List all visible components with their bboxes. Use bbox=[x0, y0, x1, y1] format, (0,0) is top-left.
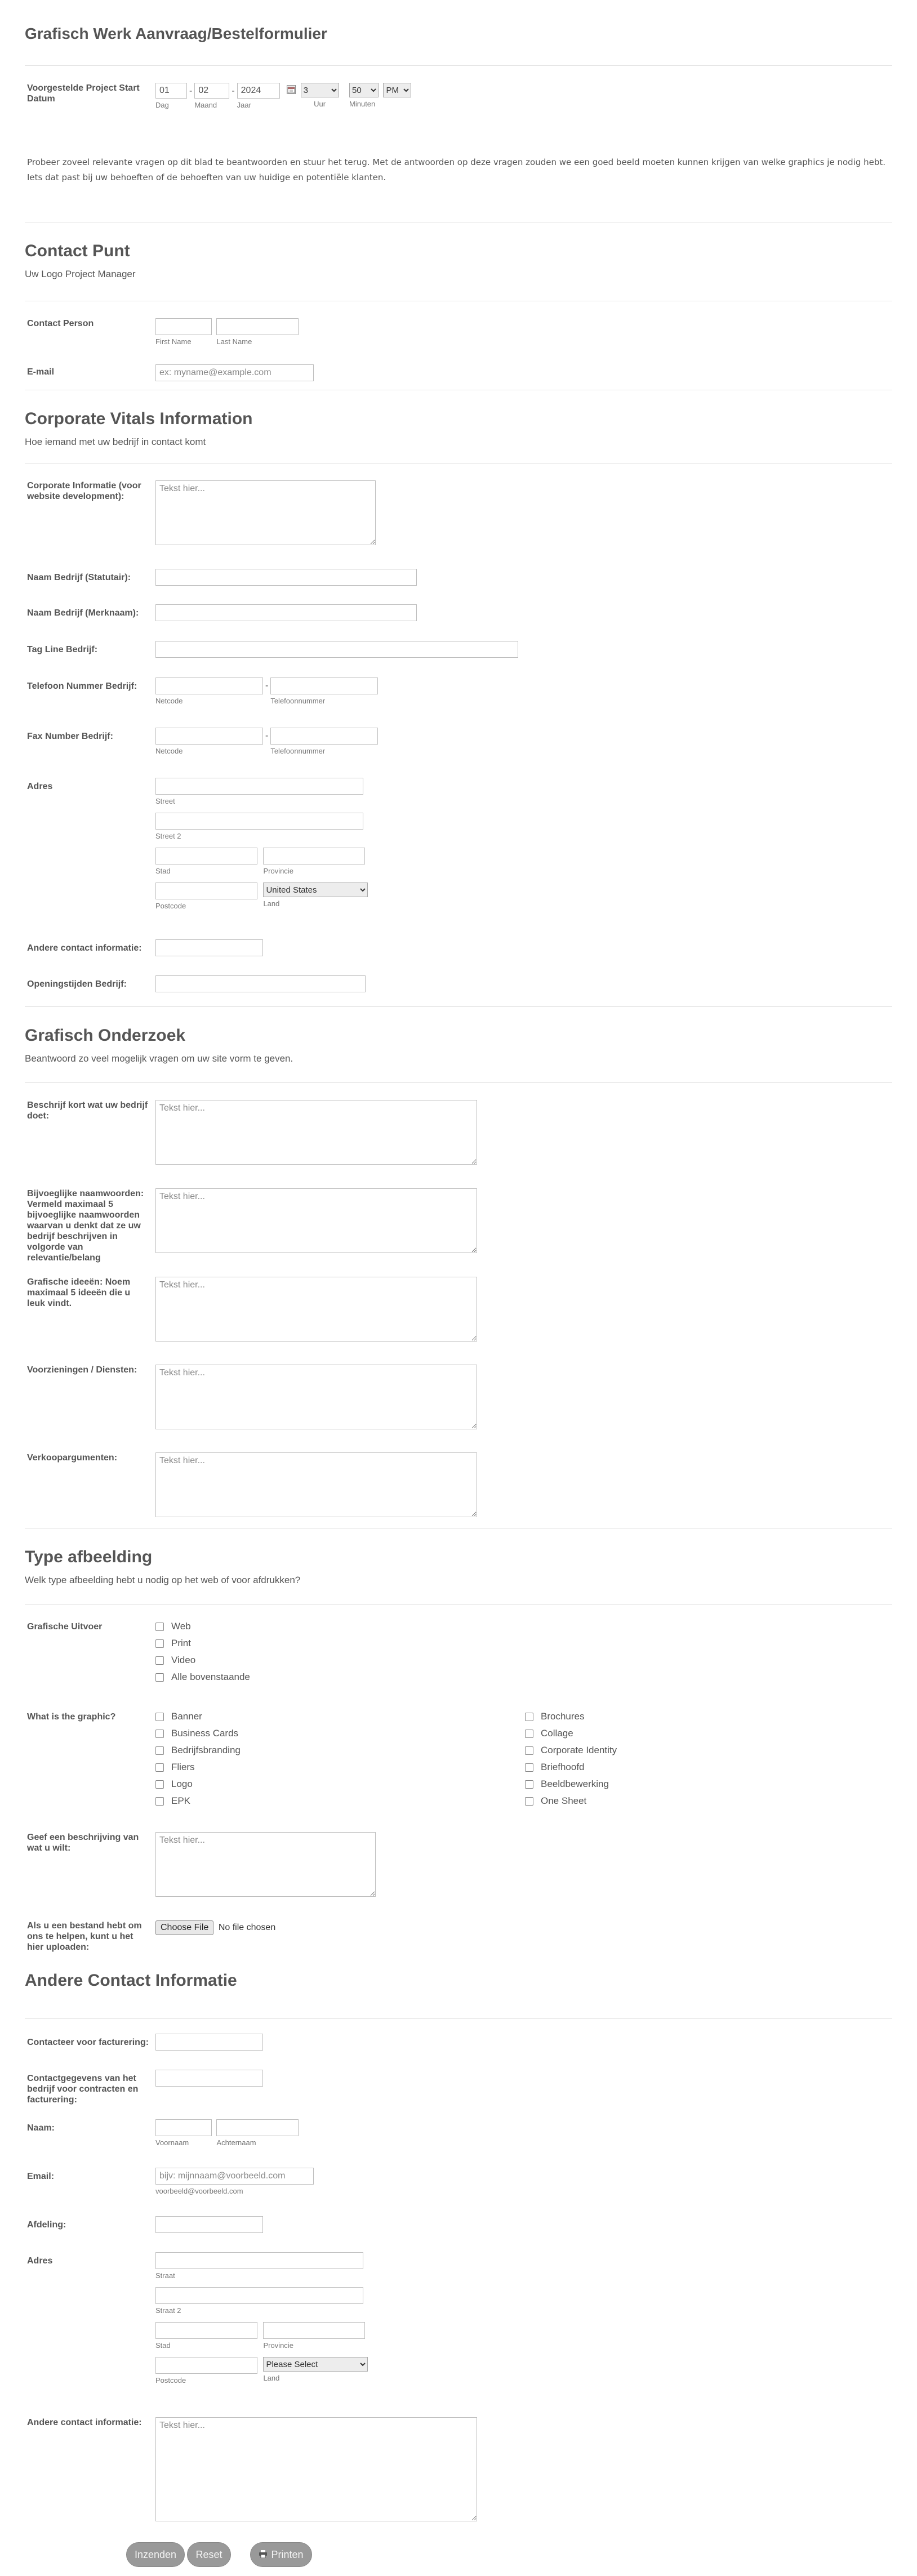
fax-label: Fax Number Bedrijf: bbox=[27, 732, 113, 741]
phone-number-label: Telefoonnummer bbox=[270, 697, 326, 705]
q5-label: Verkoopargumenten: bbox=[27, 1453, 118, 1463]
city-label: Stad bbox=[155, 867, 171, 875]
checkbox-option[interactable] bbox=[525, 1708, 617, 1725]
contact-person-label: Contact Person bbox=[27, 319, 94, 328]
option-label: EPK bbox=[171, 1795, 191, 1806]
checkbox[interactable] bbox=[155, 1639, 164, 1648]
phone-row bbox=[25, 678, 892, 728]
file-status: No file chosen bbox=[218, 1923, 276, 1932]
checkbox-option[interactable] bbox=[155, 1635, 892, 1652]
checkbox-option[interactable] bbox=[525, 1793, 617, 1810]
option-label: Collage bbox=[541, 1728, 573, 1739]
checkbox[interactable] bbox=[525, 1746, 533, 1755]
city-label: Stad bbox=[155, 2341, 171, 2350]
q4-wrap bbox=[155, 1365, 892, 1432]
q5-row bbox=[25, 1452, 892, 1528]
upload-wrap bbox=[155, 1920, 892, 1935]
q4-row bbox=[25, 1365, 892, 1452]
phone-fields bbox=[155, 678, 892, 705]
button-bar bbox=[25, 2542, 892, 2576]
divider bbox=[25, 65, 892, 66]
start-date-fields bbox=[155, 83, 892, 109]
checkbox[interactable] bbox=[155, 1780, 164, 1789]
corporate-info-label: Corporate Informatie (voor website development): bbox=[27, 481, 141, 501]
checkbox-option[interactable] bbox=[155, 1708, 525, 1725]
other-contact-label: Andere contact informatie: bbox=[27, 943, 142, 953]
q5-textarea[interactable] bbox=[155, 1452, 477, 1517]
department-label: Afdeling: bbox=[27, 2220, 66, 2230]
q3-textarea[interactable] bbox=[155, 1277, 477, 1342]
q3-wrap bbox=[155, 1277, 892, 1344]
checkbox[interactable] bbox=[525, 1780, 533, 1789]
graphic-row bbox=[25, 1708, 892, 1832]
andere-other-row bbox=[25, 2417, 892, 2542]
department-wrap bbox=[155, 2216, 892, 2233]
contract-wrap bbox=[155, 2070, 892, 2087]
area-code-label: Netcode bbox=[155, 747, 183, 755]
output-options bbox=[155, 1618, 892, 1686]
section-heading: Type afbeelding bbox=[25, 1548, 153, 1566]
statutair-row bbox=[25, 569, 892, 604]
option-label: Beeldbewerking bbox=[541, 1779, 609, 1789]
day-label: Dag bbox=[155, 101, 169, 109]
other-contact-wrap bbox=[155, 939, 892, 956]
q3-row bbox=[25, 1277, 892, 1365]
country-label: Land bbox=[263, 2374, 280, 2382]
ampm-select[interactable] bbox=[383, 83, 411, 97]
city-input[interactable] bbox=[155, 2322, 257, 2339]
q1-textarea[interactable] bbox=[155, 1100, 477, 1165]
section-heading: Grafisch Onderzoek bbox=[25, 1026, 186, 1045]
street-input[interactable] bbox=[155, 778, 363, 795]
address2-row bbox=[25, 2252, 892, 2417]
checkbox[interactable] bbox=[525, 1763, 533, 1772]
date-separator: - bbox=[232, 86, 235, 96]
email-label: E-mail bbox=[27, 367, 55, 377]
province-label: Provincie bbox=[263, 2341, 293, 2350]
postcode-label: Postcode bbox=[155, 2376, 186, 2385]
corporate-header bbox=[25, 390, 892, 463]
q2-wrap bbox=[155, 1188, 892, 1256]
submit-button[interactable]: Inzenden bbox=[126, 2542, 185, 2567]
andere-header bbox=[25, 1971, 892, 2018]
email2-label: Email: bbox=[27, 2172, 55, 2181]
checkbox-option[interactable] bbox=[155, 1742, 525, 1759]
fax-area-code-input[interactable] bbox=[155, 728, 263, 745]
name-row bbox=[25, 2119, 892, 2168]
option-label: Bedrijfsbranding bbox=[171, 1745, 241, 1755]
email-example: voorbeeld@voorbeeld.com bbox=[155, 2187, 243, 2195]
statutair-label: Naam Bedrijf (Statutair): bbox=[27, 573, 131, 582]
option-label: Web bbox=[171, 1621, 191, 1632]
phone-area-code-input[interactable] bbox=[155, 678, 263, 694]
first-name-label: Voornaam bbox=[155, 2138, 189, 2147]
checkbox[interactable] bbox=[155, 1656, 164, 1665]
contract-row bbox=[25, 2070, 892, 2119]
street-label: Straat bbox=[155, 2271, 175, 2280]
section-heading: Corporate Vitals Information bbox=[25, 409, 253, 428]
checkbox-option[interactable] bbox=[155, 1776, 525, 1793]
email2-field[interactable] bbox=[155, 2168, 314, 2185]
contact-punt-header bbox=[25, 222, 892, 301]
option-label: Video bbox=[171, 1655, 196, 1665]
phone-separator: - bbox=[265, 681, 269, 690]
describe-wrap bbox=[155, 1832, 892, 1900]
print-label: Printen bbox=[271, 2548, 304, 2560]
fax-number-label: Telefoonnummer bbox=[270, 747, 326, 755]
country-label: Land bbox=[263, 899, 280, 908]
describe-textarea[interactable] bbox=[155, 1832, 376, 1897]
hour-label: Uur bbox=[314, 100, 326, 108]
choose-file-button[interactable]: Choose File bbox=[155, 1920, 213, 1935]
checkbox[interactable] bbox=[155, 1763, 164, 1772]
checkbox-option[interactable] bbox=[155, 1618, 892, 1635]
other-contact-row bbox=[25, 939, 892, 975]
email-row bbox=[25, 364, 892, 390]
street2-label: Street 2 bbox=[155, 832, 181, 840]
street2-input[interactable] bbox=[155, 2287, 363, 2304]
billing-input[interactable] bbox=[155, 2034, 263, 2051]
month-label: Maand bbox=[194, 101, 217, 109]
andere-other-textarea[interactable] bbox=[155, 2417, 477, 2521]
hours-label: Openingstijden Bedrijf: bbox=[27, 979, 127, 989]
upload-row bbox=[25, 1920, 892, 1971]
province-label: Provincie bbox=[263, 867, 293, 875]
describe-row bbox=[25, 1832, 892, 1920]
section-heading: Andere Contact Informatie bbox=[25, 1971, 237, 1990]
country-select[interactable] bbox=[263, 2357, 368, 2372]
option-label: Brochures bbox=[541, 1711, 585, 1722]
corporate-info-wrap bbox=[155, 480, 892, 548]
corporate-info-row bbox=[25, 480, 892, 569]
graphic-label: What is the graphic? bbox=[27, 1712, 116, 1722]
first-name-input[interactable] bbox=[155, 318, 212, 335]
province-input[interactable] bbox=[263, 2322, 365, 2339]
minutes-label: Minuten bbox=[349, 100, 376, 108]
statutair-wrap bbox=[155, 569, 892, 586]
checkbox-option[interactable] bbox=[155, 1669, 892, 1686]
name-label: Naam: bbox=[27, 2123, 55, 2133]
printer-icon bbox=[259, 2549, 268, 2561]
section-description: Hoe iemand met uw bedrijf in contact komt bbox=[25, 436, 206, 447]
option-label: Business Cards bbox=[171, 1728, 239, 1739]
option-label: Logo bbox=[171, 1779, 193, 1789]
q2-label: Bijvoeglijke naamwoorden: Vermeld maximaal 5 bijvoeglijke naamwoorden waarvan u denkt dat ze uw bedrijf beschrijven in volgorde van relevantie/belang bbox=[27, 1189, 144, 1263]
q4-textarea[interactable] bbox=[155, 1365, 477, 1429]
email2-row bbox=[25, 2168, 892, 2216]
merknaam-input[interactable] bbox=[155, 604, 417, 621]
other-contact-input[interactable] bbox=[155, 939, 263, 956]
checkbox[interactable] bbox=[525, 1713, 533, 1721]
last-name-label: Last Name bbox=[216, 337, 252, 346]
hours-wrap bbox=[155, 975, 892, 992]
hour-select[interactable] bbox=[301, 83, 339, 97]
upload-label: Als u een bestand hebt om ons te helpen, kunt u het hier uploaden: bbox=[27, 1921, 142, 1952]
option-label: Banner bbox=[171, 1711, 202, 1722]
checkbox[interactable] bbox=[155, 1797, 164, 1806]
checkbox[interactable] bbox=[155, 1673, 164, 1682]
q1-wrap bbox=[155, 1100, 892, 1167]
area-code-label: Netcode bbox=[155, 697, 183, 705]
reset-button[interactable]: Reset bbox=[187, 2542, 231, 2567]
graphic-options-right bbox=[525, 1708, 617, 1810]
merknaam-row bbox=[25, 604, 892, 641]
minutes-select[interactable] bbox=[349, 83, 379, 97]
section-description: Welk type afbeelding hebt u nodig op het web of voor afdrukken? bbox=[25, 1575, 301, 1585]
billing-label: Contacteer voor facturering: bbox=[27, 2038, 149, 2047]
street-input[interactable] bbox=[155, 2252, 363, 2269]
type-header bbox=[25, 1528, 892, 1604]
tagline-wrap bbox=[155, 641, 892, 658]
hours-row bbox=[25, 975, 892, 1006]
checkbox-option[interactable] bbox=[525, 1776, 617, 1793]
last-name-input[interactable] bbox=[216, 318, 299, 335]
checkbox-option[interactable] bbox=[525, 1759, 617, 1776]
last-name-input[interactable] bbox=[216, 2119, 299, 2136]
option-label: Fliers bbox=[171, 1762, 195, 1772]
intro-text: Probeer zoveel relevante vragen op dit blad te beantwoorden en stuur het terug. Met de antwoorden op deze vragen zouden we een goed beeld moeten kunnen krijgen van welke graphics je nodig hebt. Iets dat past bij uw behoeften of de behoeften van uw huidige en potentiële klanten. bbox=[27, 157, 886, 182]
year-input[interactable] bbox=[237, 83, 280, 99]
q5-wrap bbox=[155, 1452, 892, 1520]
divider bbox=[25, 1604, 892, 1605]
checkbox-option[interactable] bbox=[525, 1725, 617, 1742]
date-separator: - bbox=[189, 86, 193, 96]
address2-fields bbox=[155, 2252, 892, 2385]
section-description: Beantwoord zo veel mogelijk vragen om uw site vorm te geven. bbox=[25, 1053, 293, 1064]
phone-label: Telefoon Nummer Bedrijf: bbox=[27, 681, 137, 691]
output-row bbox=[25, 1618, 892, 1708]
checkbox-option[interactable] bbox=[155, 1759, 525, 1776]
province-input[interactable] bbox=[263, 848, 365, 864]
year-label: Jaar bbox=[237, 101, 251, 109]
calendar-icon[interactable] bbox=[287, 85, 296, 94]
fax-separator: - bbox=[265, 731, 269, 741]
name-fields bbox=[155, 2119, 892, 2147]
postcode-input[interactable] bbox=[155, 2357, 257, 2374]
first-name-label: First Name bbox=[155, 337, 192, 346]
billing-row bbox=[25, 2034, 892, 2070]
postcode-label: Postcode bbox=[155, 902, 186, 910]
merknaam-label: Naam Bedrijf (Merknaam): bbox=[27, 608, 139, 618]
hours-input[interactable] bbox=[155, 975, 366, 992]
start-date-label: Voorgestelde Project Start Datum bbox=[27, 83, 140, 104]
q2-row bbox=[25, 1188, 892, 1277]
checkbox-option[interactable] bbox=[155, 1652, 892, 1669]
tagline-input[interactable] bbox=[155, 641, 518, 658]
andere-other-label: Andere contact informatie: bbox=[27, 2418, 142, 2427]
andere-other-wrap bbox=[155, 2417, 892, 2524]
contract-label: Contactgegevens van het bedrijf voor contracten en facturering: bbox=[27, 2074, 139, 2105]
grafisch-header bbox=[25, 1007, 892, 1082]
last-name-label: Achternaam bbox=[216, 2138, 256, 2147]
billing-wrap bbox=[155, 2034, 892, 2051]
contact-person-row bbox=[25, 318, 892, 364]
option-label: Corporate Identity bbox=[541, 1745, 617, 1755]
checkbox[interactable] bbox=[155, 1730, 164, 1738]
divider bbox=[25, 1082, 892, 1083]
checkbox-option[interactable] bbox=[155, 1793, 525, 1810]
department-row bbox=[25, 2216, 892, 2252]
contact-person-fields bbox=[155, 318, 892, 346]
checkbox[interactable] bbox=[155, 1713, 164, 1721]
email2-wrap bbox=[155, 2168, 892, 2195]
describe-label: Geef een beschrijving van wat u wilt: bbox=[27, 1833, 139, 1853]
contract-input[interactable] bbox=[155, 2070, 263, 2087]
phone-number-input[interactable] bbox=[270, 678, 378, 694]
q1-row bbox=[25, 1100, 892, 1188]
tagline-row bbox=[25, 641, 892, 678]
department-input[interactable] bbox=[155, 2216, 263, 2233]
checkbox-option[interactable] bbox=[525, 1742, 617, 1759]
q4-label: Voorzieningen / Diensten: bbox=[27, 1365, 137, 1375]
q3-label: Grafische ideeën: Noem maximaal 5 ideeën die u leuk vindt. bbox=[27, 1277, 131, 1308]
statutair-input[interactable] bbox=[155, 569, 417, 586]
postcode-input[interactable] bbox=[155, 883, 257, 899]
address-fields bbox=[155, 778, 892, 910]
address-row bbox=[25, 778, 892, 939]
address2-label: Adres bbox=[27, 2256, 53, 2266]
city-input[interactable] bbox=[155, 848, 257, 864]
fax-fields bbox=[155, 728, 892, 755]
first-name-input[interactable] bbox=[155, 2119, 212, 2136]
print-button[interactable] bbox=[250, 2542, 312, 2567]
option-label: Print bbox=[171, 1638, 191, 1648]
corporate-info-textarea[interactable] bbox=[155, 480, 376, 545]
email-field-wrap bbox=[155, 364, 892, 381]
graphic-options-left bbox=[155, 1708, 525, 1810]
address-label: Adres bbox=[27, 782, 53, 791]
email-field[interactable] bbox=[155, 364, 314, 381]
checkbox[interactable] bbox=[155, 1623, 164, 1631]
q1-label: Beschrijf kort wat uw bedrijf doet: bbox=[27, 1100, 148, 1121]
street2-input[interactable] bbox=[155, 813, 363, 830]
street2-label: Straat 2 bbox=[155, 2306, 181, 2315]
checkbox[interactable] bbox=[155, 1746, 164, 1755]
tagline-label: Tag Line Bedrijf: bbox=[27, 645, 98, 654]
option-label: One Sheet bbox=[541, 1795, 587, 1806]
graphic-options bbox=[155, 1708, 892, 1810]
street-label: Street bbox=[155, 797, 175, 805]
month-input[interactable] bbox=[194, 83, 229, 99]
option-label: Alle bovenstaande bbox=[171, 1672, 250, 1682]
fax-row bbox=[25, 728, 892, 778]
section-description: Uw Logo Project Manager bbox=[25, 269, 136, 279]
q2-textarea[interactable] bbox=[155, 1188, 477, 1253]
fax-number-input[interactable] bbox=[270, 728, 378, 745]
checkbox-option[interactable] bbox=[155, 1725, 525, 1742]
merknaam-wrap bbox=[155, 604, 892, 621]
section-heading: Contact Punt bbox=[25, 242, 130, 260]
checkbox[interactable] bbox=[525, 1797, 533, 1806]
day-input[interactable] bbox=[155, 83, 187, 99]
output-label: Grafische Uitvoer bbox=[27, 1622, 103, 1632]
divider bbox=[25, 2018, 892, 2019]
checkbox[interactable] bbox=[525, 1730, 533, 1738]
form-title: Grafisch Werk Aanvraag/Bestelformulier bbox=[25, 25, 327, 42]
start-date-row bbox=[25, 83, 892, 129]
option-label: Briefhoofd bbox=[541, 1762, 585, 1772]
country-select[interactable] bbox=[263, 883, 368, 897]
